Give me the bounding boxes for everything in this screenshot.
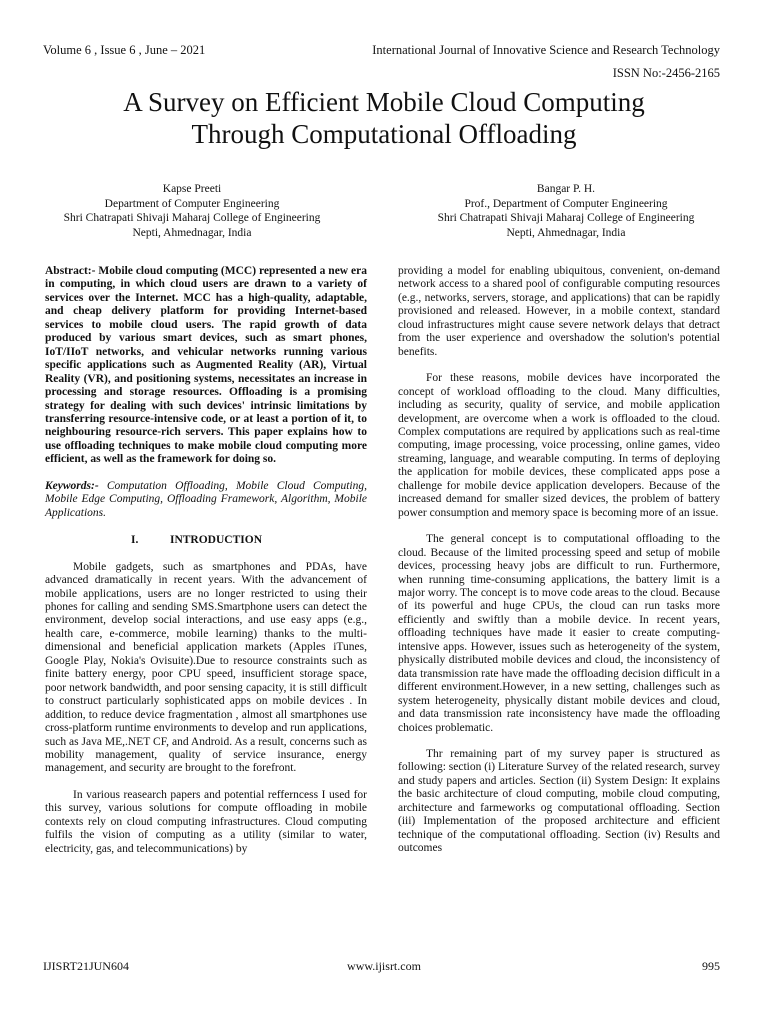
author-college: Shri Chatrapati Shivaji Maharaj College of Engineering <box>437 212 695 225</box>
section-heading-introduction <box>45 534 367 547</box>
footer-page-number: 995 <box>702 959 720 973</box>
author-department: Department of Computer Engineering <box>104 197 280 210</box>
paper-title-line-1: A Survey on Efficient Mobile Cloud Computing <box>123 87 645 117</box>
abstract: Abstract:- Mobile cloud computing (MCC) represented a new era in computing, in which cloud users are drawn to a variety of services over the Internet. MCC has a high-quality, adaptable, and cheap delivery platform for providing Internet-based services to mobile cloud users. The rapid growth of data produced by various smart devices, such as smart phones, IoT/IIoT networks, and vehicular networks running various specific applications such as Augmented Reality (AR), Virtual Reality (VR), and positioning systems, necessitates an increase in processing and storage resources. Offloading is a promising strategy for dealing with such devices' intrinsic limitations by transferring resource-intensive code, or at least a portion of it, to neighbouring resource-rich servers. This paper explains how to use offloading techniques to make mobile cloud computing more efficient, as well as the framework for doing so. <box>45 265 367 466</box>
paragraph: Mobile gadgets, such as smartphones and PDAs, have advanced dramatically in recent years. With the advancement of mobile applications, users are no longer restricted to using their phones for calling and sending SMS.Smartphone users can detect the environment, develop social interactions, and use easy apps (e.g., health care, e-commerce, mobile learning) thanks to the multi-dimensional and beneficial application markets (Apples iTunes, Google Play, Nokia's Ovisuite).Due to resource constraints such as finite battery energy, poor CPU speed, insufficient storage space, poor network bandwidth, and poor sensing capacity, it is still difficult to construct particularly sophisticated apps on mobile devices . In addition, to reduce device fragmentation , almost all smartphones use cross-platform runtime environments to develop and run applications, such as Java ME,.NET CF, and Android. As a result, concerns such as mobility management, quality of service insurance, energy management, and security are brought to the forefront. <box>45 560 367 775</box>
keywords-label: Keywords:- <box>45 479 99 492</box>
keywords <box>45 480 367 520</box>
paper-title-line-2: Through Computational Offloading <box>191 119 577 149</box>
header-issn: ISSN No:-2456-2165 <box>612 66 720 80</box>
footer-website-link[interactable]: www.ijisrt.com <box>347 959 421 973</box>
keywords-text: Computation Offloading, Mobile Cloud Computing, Mobile Edge Computing, Offloading Framework, Algorithm, Mobile Applications. <box>45 479 367 519</box>
left-column <box>45 265 367 856</box>
author-block-1 <box>27 182 357 240</box>
header-volume: Volume 6 , Issue 6 , June – 2021 <box>43 43 206 57</box>
paragraph: The general concept is to computational offloading to the cloud. Because of the limited processing speed and setup of mobile devices, processing heavy jobs are difficult to run. Furthermore, when running time-consuming applications, the battery limit is a major worry. The concept is to move code areas to the cloud. Because of its powerful and huge CPUs, the cloud can run tasks more efficiently and swiftly than a mobile device. In recent years, offloading techniques have made it easier to create computing-intensive apps. However, issues such as heterogeneity of the system, physically distributed mobile devices and cloud, the inconsistency of data transmission rate have made the offloading decision difficult in a different environment.However, in a new setting, challenges such as system heterogeneity, physically distant mobile devices and cloud, and data transmission rate inconsistency have made the offloading choices problematic. <box>398 533 720 734</box>
author-block-2 <box>401 182 731 240</box>
header-journal: International Journal of Innovative Science and Research Technology <box>372 43 720 57</box>
author-name: Kapse Preeti <box>162 183 222 195</box>
paragraph: For these reasons, mobile devices have incorporated the concept of workload offloading to the cloud. Many difficulties, including as security, quality of service, and mobile application development, are overcome when a work is offloaded to the cloud. Complex computations are required by applications such as real-time computing, image processing, voice processing, online games, video streaming, language, and wearable computing. In terms of deploying the application for mobile devices, these complicated apps pose a challenge for mobile device application developers. Because of the increased demand for smaller sized devices, the problem of battery power consumption and memory space is becoming more of an issue. <box>398 372 720 519</box>
section-number: I. <box>131 534 139 547</box>
author-name: Bangar P. H. <box>536 183 596 195</box>
paper-title <box>30 86 738 150</box>
paragraph: providing a model for enabling ubiquitous, convenient, on-demand network access to a shared pool of configurable computing resources (e.g., networks, servers, storage, and applications) that can be rapidly provisioned and released. However, in a mobile context, standard cloud infrastructures might cause severe network delays that detract from the user experience and overshadow the solution's potential benefits. <box>398 265 720 358</box>
right-column <box>398 265 720 856</box>
author-college: Shri Chatrapati Shivaji Maharaj College of Engineering <box>63 212 321 225</box>
author-location: Nepti, Ahmednagar, India <box>132 226 252 239</box>
section-title: INTRODUCTION <box>169 534 262 547</box>
footer-article-id: IJISRT21JUN604 <box>43 959 129 973</box>
author-location: Nepti, Ahmednagar, India <box>506 226 626 239</box>
paragraph: In various reasearch papers and potential refferncess I used for this survey, various solutions for compute offloading in mobile contexts rely on cloud computing infrastructures. Cloud computing fulfils the vision of computing as a utility (similar to water, electricity, gas, and telecommunications) by <box>45 788 367 855</box>
author-role: Prof., Department of Computer Engineering <box>464 197 668 210</box>
paragraph: Thr remaining part of my survey paper is structured as following: section (i) Literature Survey of the related research, survey and study papers and articles. Section (ii) System Design: It explains the basic architecture of cloud computing, mobile cloud computing, architecture and farmeworks og computational offloading. Section (iii) Implementation of the proposed architecture and efficient technique of the computational offloading. Section (iv) Results and outcomes <box>398 747 720 855</box>
